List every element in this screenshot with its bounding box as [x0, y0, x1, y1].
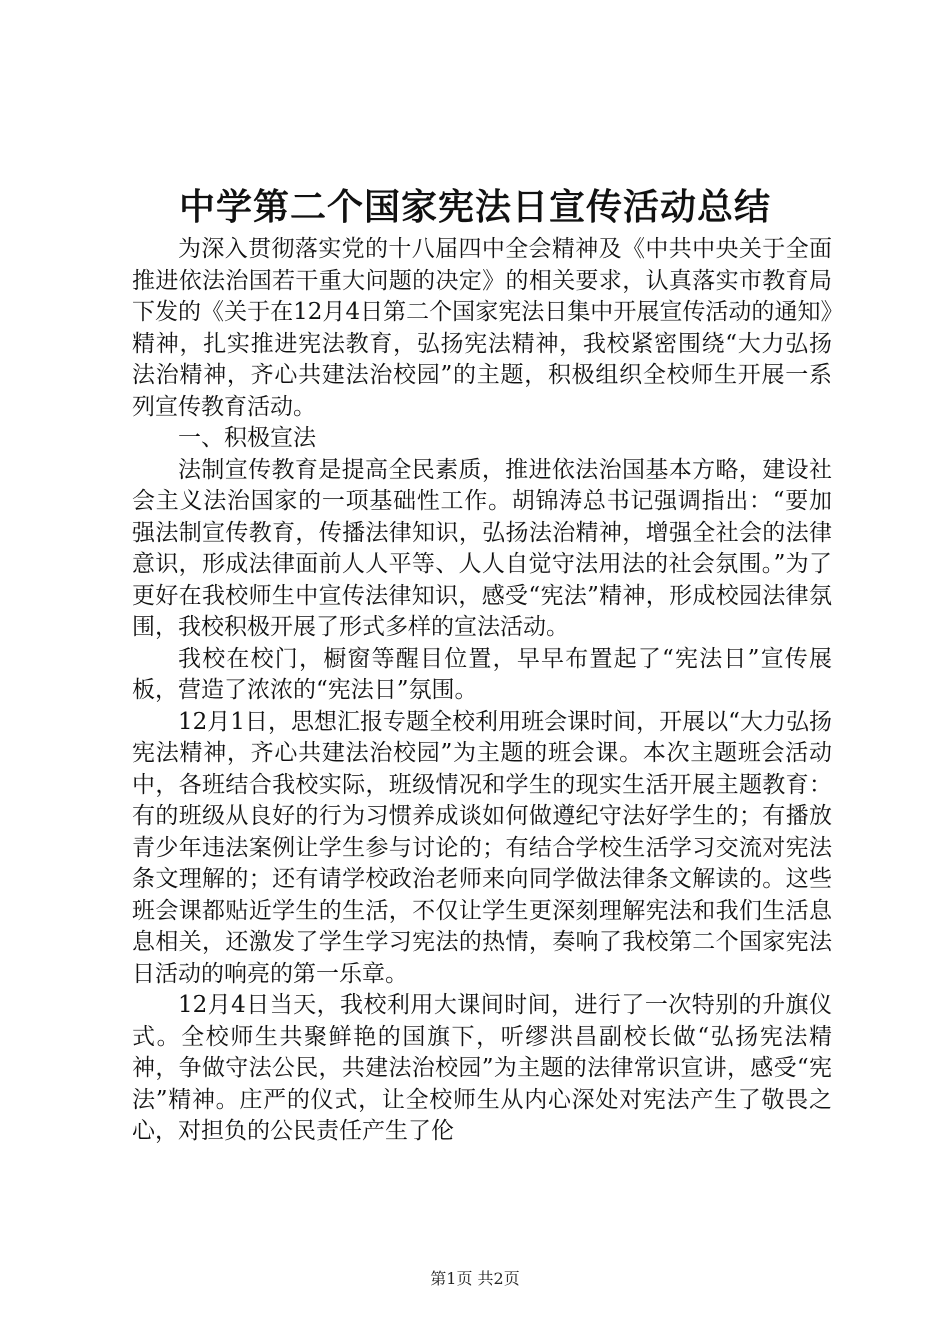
body-paragraph: 我校在校门，橱窗等醒目位置，早早布置起了“宪法日”宣传展板，营造了浓浓的“宪法日”氛围。 — [132, 645, 832, 703]
document-body — [132, 234, 832, 1148]
body-paragraph: 法制宣传教育是提高全民素质，推进依法治国基本方略，建设社会主义法治国家的一项基础性工作。胡锦涛总书记强调指出：“要加强法制宣传教育，传播法律知识，弘扬法治精神，增强全社会的法律意识，形成法律面前人人平等、人人自觉守法用法的社会氛围。”为了更好在我校师生中宣传法律知识，感受“宪法”精神，形成校园法律氛围，我校积极开展了形式多样的宣法活动。 — [132, 456, 832, 640]
page-footer: 第1页 共2页 — [430, 1269, 520, 1288]
body-paragraph: 12月1日，思想汇报专题全校利用班会课时间，开展以“大力弘扬宪法精神，齐心共建法治校园”为主题的班会课。本次主题班会活动中，各班结合我校实际，班级情况和学生的现实生活开展主题教育：有的班级从良好的行为习惯养成谈如何做遵纪守法好学生的；有播放青少年违法案例让学生参与讨论的；有结合学校生活学习交流对宪法条文理解的；还有请学校政治老师来向同学做法律条文解读的。这些班会课都贴近学生的生活，不仅让学生更深刻理解宪法和我们生活息息相关，还激发了学生学习宪法的热情，奏响了我校第二个国家宪法日活动的响亮的第一乐章。 — [132, 708, 832, 987]
intro-paragraph: 为深入贯彻落实党的十八届四中全会精神及《中共中央关于全面推进依法治国若干重大问题的决定》的相关要求，认真落实市教育局下发的《关于在12月4日第二个国家宪法日集中开展宣传活动的通知》精神，扎实推进宪法教育，弘扬宪法精神，我校紧密围绕“大力弘扬法治精神，齐心共建法治校园”的主题，积极组织全校师生开展一系列宣传教育活动。 — [132, 236, 832, 420]
section-heading: 一、积极宣法 — [178, 425, 316, 451]
document-title: 中学第二个国家宪法日宣传活动总结 — [178, 186, 771, 228]
body-paragraph: 12月4日当天，我校利用大课间时间，进行了一次特别的升旗仪式。全校师生共聚鲜艳的国旗下，听缪洪昌副校长做“弘扬宪法精神，争做守法公民，共建法治校园”为主题的法律常识宣讲，感受“宪法”精神。庄严的仪式，让全校师生从内心深处对宪法产生了敬畏之心，对担负的公民责任产生了伦 — [132, 992, 832, 1144]
